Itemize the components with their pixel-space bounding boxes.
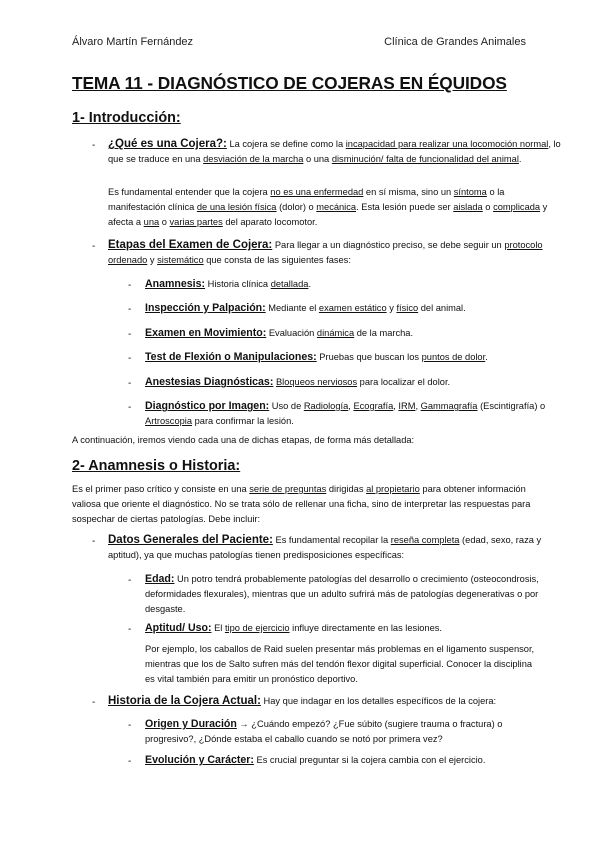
bullet-dash: - [128, 402, 132, 413]
bullet-dash: - [128, 304, 132, 315]
document-title: TEMA 11 - DIAGNÓSTICO DE COJERAS EN ÉQUIDOS [72, 73, 507, 93]
bullet-dash: - [128, 575, 132, 586]
bullet-dash: - [128, 353, 132, 364]
que-es-cojera-label: ¿Qué es una Cojera?: [108, 138, 227, 150]
header-author: Álvaro Martín Fernández [72, 36, 194, 48]
etapas-paragraph: Etapas del Examen de Cojera: Para llegar a un diagnóstico preciso, se debe seguir un protocolo ordenado y sistemático que consta de las siguientes fases: [108, 239, 543, 265]
list-item: Anamnesis: Historia clínica detallada. [145, 278, 312, 290]
list-item: Inspección y Palpación: Mediante el examen estático y físico del animal. [145, 302, 466, 314]
bullet-dash: - [128, 756, 132, 767]
historia-label: Historia de la Cojera Actual: [108, 695, 261, 707]
historia-paragraph: Historia de la Cojera Actual: Hay que indagar en los detalles específicos de la cojera: [108, 695, 497, 707]
aptitud-paragraph: Aptitud/ Uso: El tipo de ejercicio influye directamente en las lesiones. [145, 622, 442, 634]
bullet-dash: - [128, 624, 132, 635]
bullet-dash: - [128, 329, 132, 340]
datos-generales-paragraph: Datos Generales del Paciente: Es fundamental recopilar la reseña completa (edad, sexo, raza y aptitud), ya que muchas patologías tienen predisposiciones específicas: [108, 534, 542, 560]
list-item: Test de Flexión o Manipulaciones: Pruebas que buscan los puntos de dolor. [145, 351, 488, 363]
intro-paragraph-2: Es fundamental entender que la cojera no es una enfermedad en sí misma, sino un síntoma o la manifestación clínica de una lesión física (dolor) o mecánica. Esta lesión puede ser aislada o complicada y afecta a una o varias partes del aparato locomotor. [108, 187, 548, 227]
bullet-dash: - [128, 720, 132, 731]
continuation-paragraph: A continuación, iremos viendo cada una de dichas etapas, de forma más detallada: [72, 435, 415, 445]
aptitud-example-paragraph: Por ejemplo, los caballos de Raid suelen presentar más problemas en el ligamento suspensor, mientras que los de Salto sufren más del tendón flexor digital superficial. Conocer la disciplina es vital también para emitir un pronóstico deportivo. [145, 644, 535, 684]
section-1-heading: 1- Introducción: [72, 110, 181, 126]
bullet-dash: - [92, 697, 96, 708]
bullet-dash: - [128, 280, 132, 291]
section-2-heading: 2- Anamnesis o Historia: [72, 458, 241, 474]
list-item: Anestesias Diagnósticas: Bloqueos nerviosos para localizar el dolor. [145, 376, 451, 388]
anamnesis-intro-paragraph: Es el primer paso crítico y consiste en una serie de preguntas dirigidas al propietario para obtener información valiosa que oriente el diagnóstico. No se trata sólo de rellenar una ficha, sino de interpretar las respuestas para sospechar de ciertas patologías. Debe incluir: [72, 484, 531, 524]
header-course: Clínica de Grandes Animales [384, 36, 526, 48]
origen-paragraph: Origen y Duración → ¿Cuándo empezó? ¿Fue súbito (sugiere trauma o fractura) o progresivo?, ¿Dónde estaba el caballo cuando se notó por primera vez? [145, 718, 503, 744]
list-item: Diagnóstico por Imagen: Uso de Radiología, Ecografía, IRM, Gammagrafía (Escintigrafía) o Artroscopia para confirmar la lesión. [145, 400, 546, 426]
que-es-cojera-paragraph: ¿Qué es una Cojera?: La cojera se define como la incapacidad para realizar una locomoción normal, lo que se traduce en una desviación de la marcha o una disminución/ falta de funcionalidad del animal. [108, 138, 561, 164]
etapas-label: Etapas del Examen de Cojera: [108, 239, 273, 251]
bullet-dash: - [128, 378, 132, 389]
bullet-dash: - [92, 536, 96, 547]
edad-paragraph: Edad: Un potro tendrá probablemente patologías del desarrollo o crecimiento (osteocondrosis, deformidades flexurales), mientras que un adulto sufrirá más de patologías degenerativas o por desgaste. [145, 573, 539, 614]
bullet-dash: - [92, 241, 96, 252]
evolucion-paragraph: Evolución y Carácter: Es crucial preguntar si la cojera cambia con el ejercicio. [145, 754, 486, 766]
list-item: Examen en Movimiento: Evaluación dinámica de la marcha. [145, 327, 414, 339]
datos-generales-label: Datos Generales del Paciente: [108, 534, 273, 546]
bullet-dash: - [92, 140, 96, 151]
